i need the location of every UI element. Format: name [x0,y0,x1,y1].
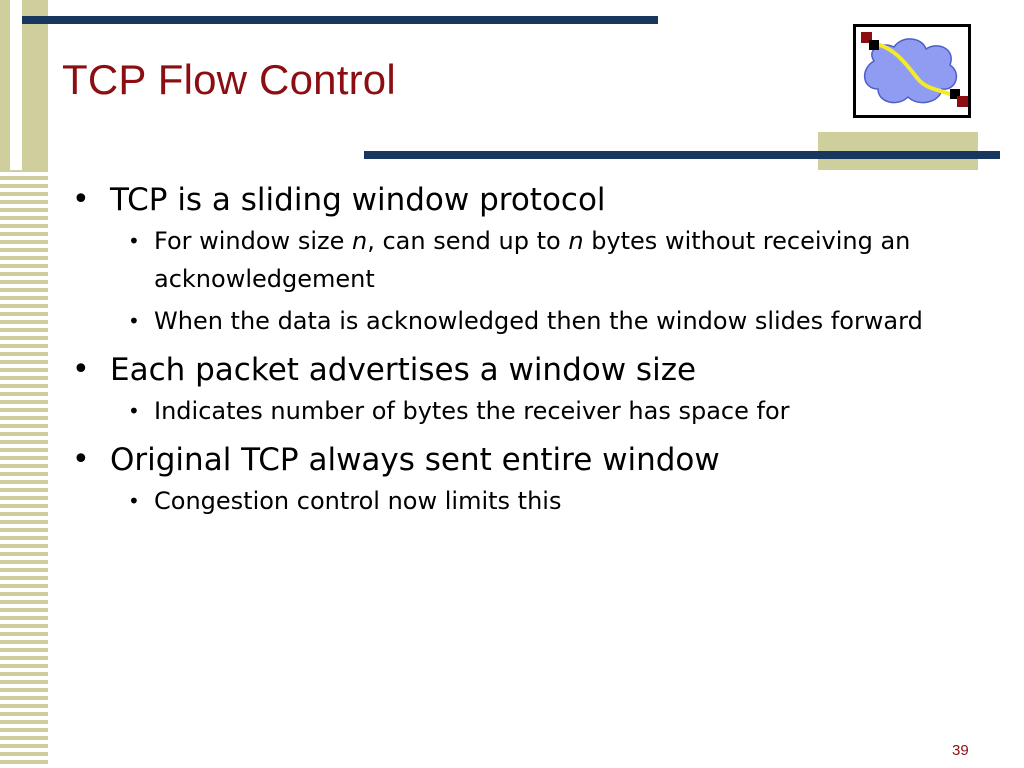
sub-bullet-item: • When the data is acknowledged then the window slides forward [70,302,970,340]
sub-bullet-item: • Indicates number of bytes the receiver has space for [70,392,970,430]
bullet-group-3 [70,442,970,520]
bullet-item: • TCP is a sliding window protocol [70,182,970,218]
left-gap-decoration [10,0,22,170]
network-cloud-icon [853,24,971,118]
bullet-item: • Each packet advertises a window size [70,352,970,388]
left-solid-decoration [0,0,48,170]
bullet-group-2 [70,352,970,430]
top-rule [22,16,658,24]
slide-content [70,182,970,532]
sub-bullet-item: • Congestion control now limits this [70,482,970,520]
slide-title: TCP Flow Control [62,56,396,103]
bullet-group-1 [70,182,970,340]
sub-bullet-item: • For window size n, can send up to n bytes without receiving an acknowledgement [70,222,970,298]
bullet-item: • Original TCP always sent entire window [70,442,970,478]
page-number: 39 [952,742,969,759]
title-underline-rule [364,151,1000,159]
